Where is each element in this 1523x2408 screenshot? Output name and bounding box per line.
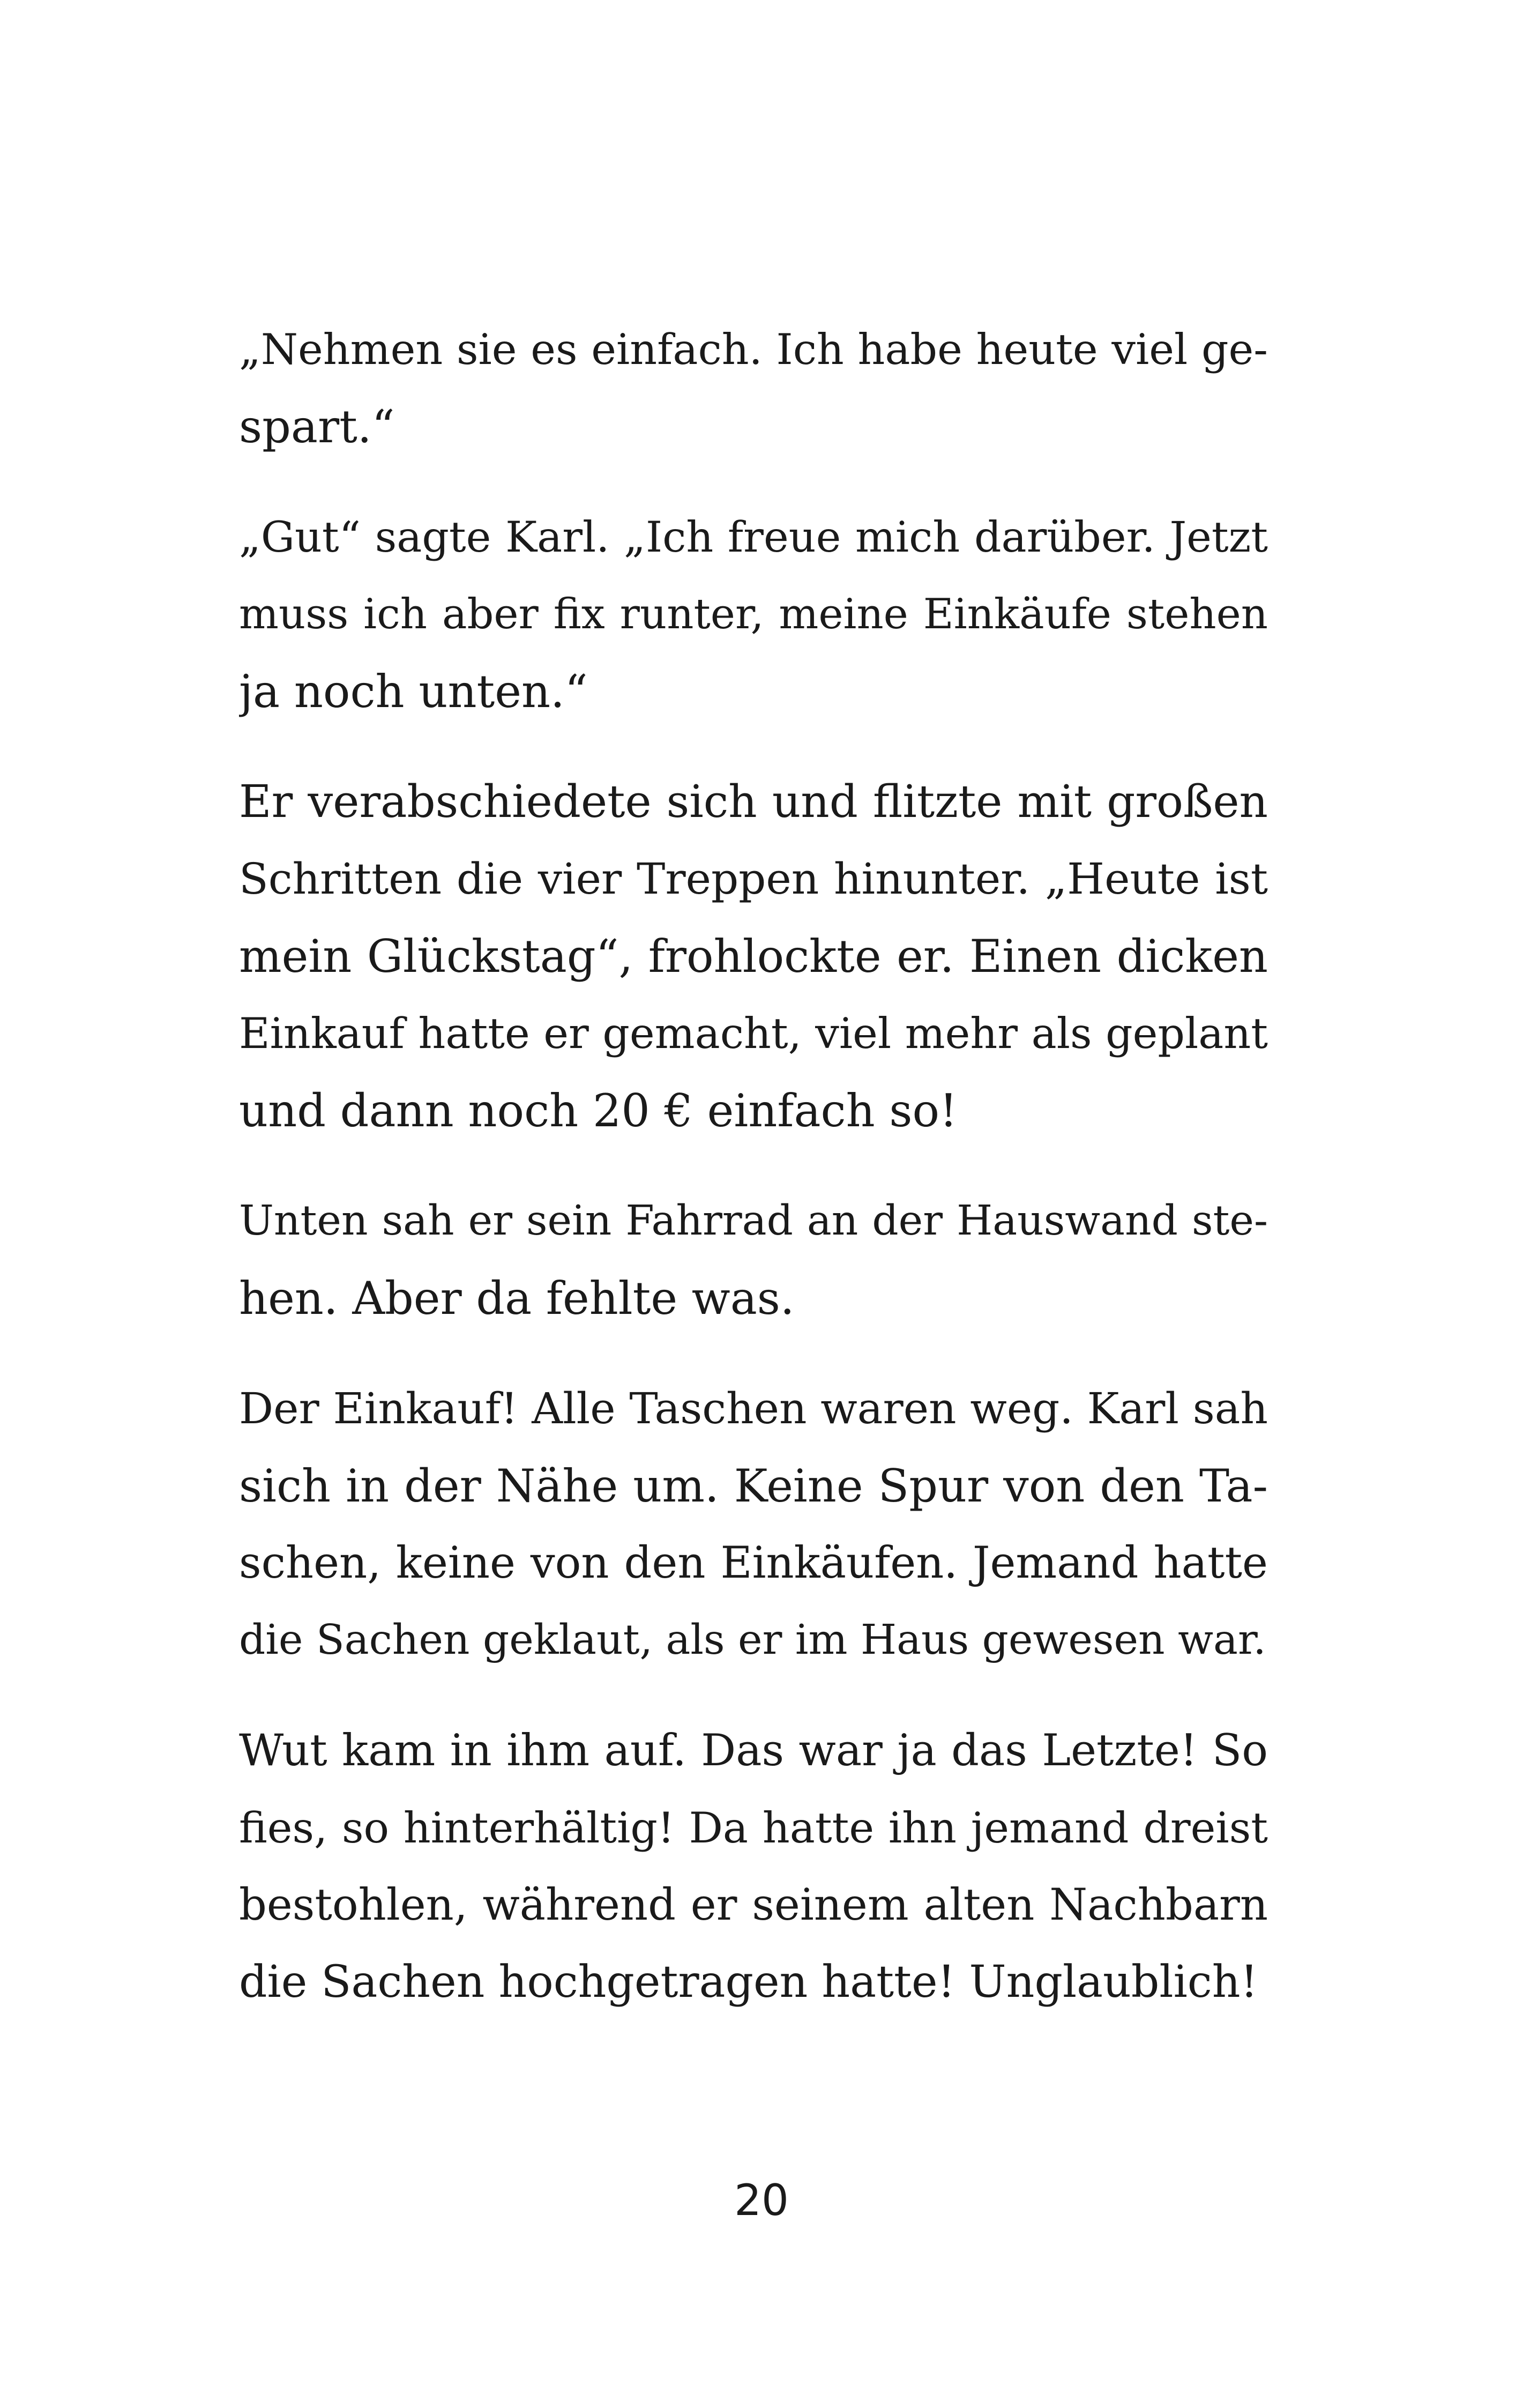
paragraph xyxy=(239,1183,1268,1337)
body-text xyxy=(239,311,1268,2054)
text-line: ja noch unten.“ xyxy=(239,665,588,718)
text-line: und dann noch 20 € einfach so! xyxy=(239,1084,958,1137)
paragraph xyxy=(239,1370,1268,1679)
text-line: sich in der Nähe um. Keine Spur von den Ta- xyxy=(239,1460,1268,1512)
text-line: Wut kam in ihm auf. Das war ja das Letzte! So xyxy=(239,1726,1268,1776)
text-line: fies, so hinterhältig! Da hatte ihn jemand dreist xyxy=(239,1803,1268,1853)
text-line: bestohlen, während er seinem alten Nachbarn xyxy=(239,1880,1268,1930)
paragraph xyxy=(239,1712,1268,2021)
text-line: muss ich aber fix runter, meine Einkäufe stehen xyxy=(239,590,1268,638)
text-line: die Sachen hochgetragen hatte! Unglaublich! xyxy=(239,1957,1258,2008)
text-line: mein Glückstag“, frohlockte er. Einen dicken xyxy=(239,930,1268,983)
text-line: Unten sah er sein Fahrrad an der Hauswand ste- xyxy=(239,1197,1268,1245)
text-line: schen, keine von den Einkäufen. Jemand hatte xyxy=(239,1538,1268,1588)
text-line: Einkauf hatte er gemacht, viel mehr als geplant xyxy=(239,1009,1268,1058)
page-number: 20 xyxy=(734,2175,789,2225)
paragraph xyxy=(239,499,1268,730)
text-line: „Gut“ sagte Karl. „Ich freue mich darüber. Jetzt xyxy=(239,512,1268,562)
text-line: „Nehmen sie es einfach. Ich habe heute viel ge- xyxy=(239,325,1268,374)
text-line: Der Einkauf! Alle Taschen waren weg. Karl sah xyxy=(239,1384,1268,1433)
text-line: Schritten die vier Treppen hinunter. „Heute ist xyxy=(239,854,1268,904)
text-line: hen. Aber da fehlte was. xyxy=(239,1272,795,1325)
paragraph xyxy=(239,763,1268,1149)
text-line: Er verabschiedete sich und flitzte mit großen xyxy=(239,776,1268,828)
paragraph xyxy=(239,311,1268,465)
text-line: spart.“ xyxy=(239,400,395,453)
text-line: die Sachen geklaut, als er im Haus gewesen war. xyxy=(239,1616,1266,1664)
